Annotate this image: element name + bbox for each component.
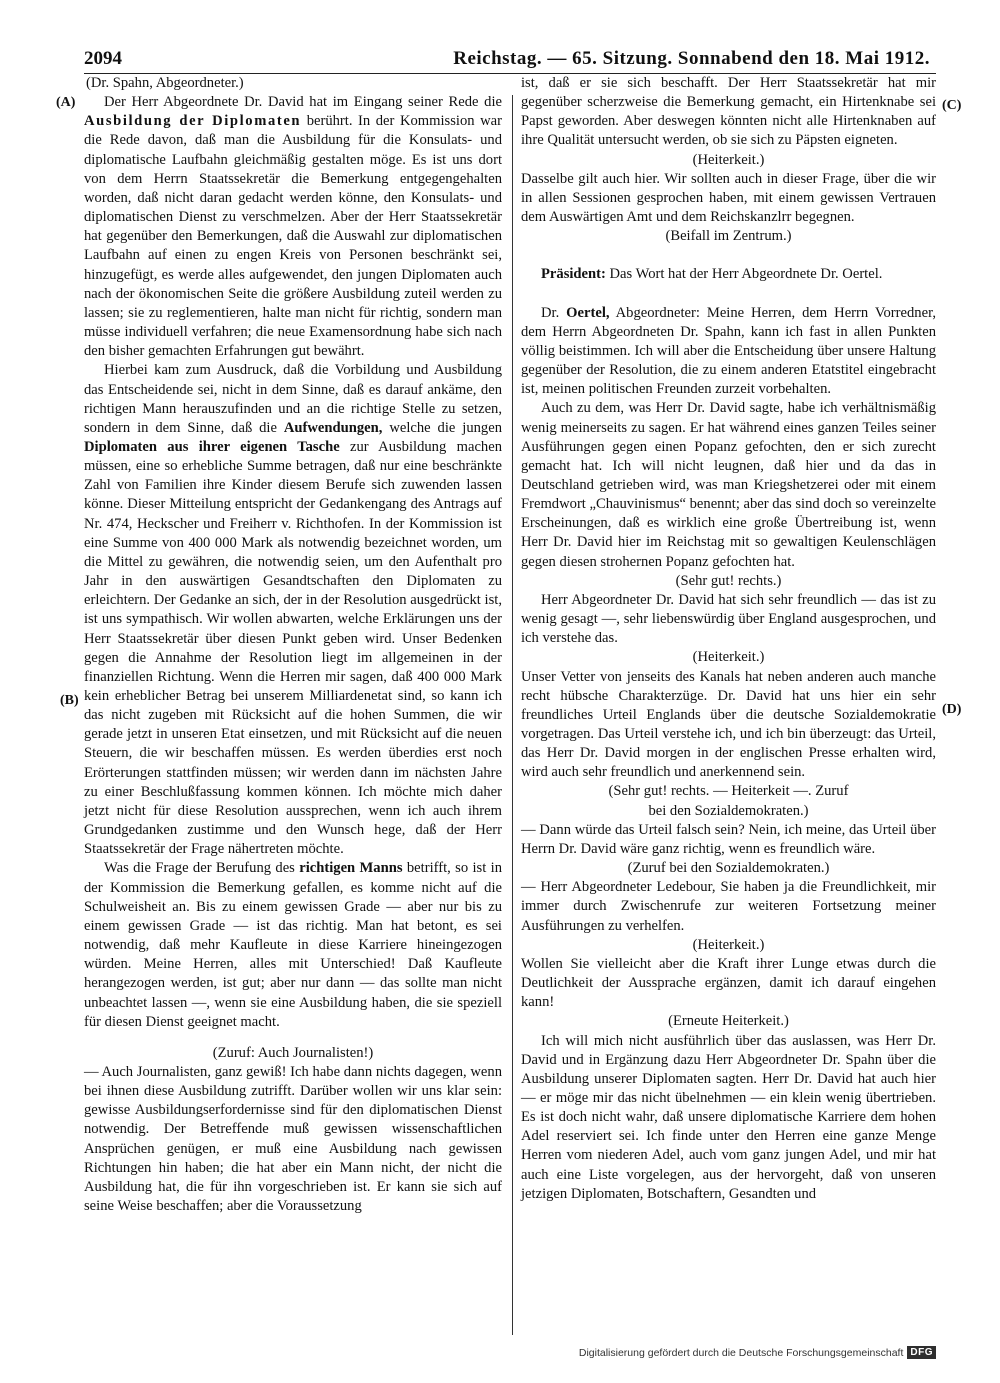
dfg-logo-icon: DFG bbox=[907, 1346, 936, 1359]
paragraph: — Dann würde das Urteil falsch sein? Nein, ich meine, das Urteil über Herrn Dr. David wäre ganz richtig, wenn es freundlich wäre. bbox=[521, 821, 936, 857]
paragraph: — Herr Abgeordneter Ledebour, Sie haben ja die Freundlichkeit, mir immer durch Zwischenrufe zur weiteren Fortsetzung meiner Ausführungen zu verhelfen. bbox=[521, 879, 936, 934]
interjection: (Erneute Heiterkeit.) bbox=[668, 1013, 789, 1030]
emphasis: Aufwendungen, bbox=[283, 419, 383, 436]
speaker-note: (Dr. Spahn, Abgeordneter.) bbox=[86, 75, 244, 91]
paragraph: Wollen Sie vielleicht aber die Kraft ihrer Lunge etwas durch die Deutlichkeit der Aussprache ergänzen, damit ich darauf eingehen kann! bbox=[521, 955, 936, 1011]
paragraph: Was die Frage der Berufung des richtigen Manns betrifft, so ist in der Kommission die Bemerkung gefallen, es komme nicht auf die Schulweisheit an. Bis zu einem gewissen Grade — aber nur bis zu einem gewissen Grade — ist das richtig. Man hat betont, es sei notwendig, daß mehr Kaufleute in diese Karriere hineingezogen würden. Meine Herren, alles mit Unterschied! Daß Kaufleute herangezogen werden, ist gut; aber nur dann — das sollte man nicht unbeachtet lassen —, wenn sie eine Ausbildung haben, die sie speziell für diesen Dienst geeignet macht. bbox=[84, 860, 502, 1030]
paragraph: Auch zu dem, was Herr Dr. David sagte, habe ich verhältnismäßig wenig meinerseits zu sagen. Er hat während eines ganzen Teiles seiner Ausführungen gegen einen Popanz gefochten, den er sich zurecht gemacht hat. Ich will nicht leugnen, daß hier und da das in Deutschland getrieben wird, was man Kriegshetzerei oder mit einem Fremdwort „Chauvinismus“ benennt; aber das sind doch so vereinzelte Erscheinungen, daß es wirklich eine große Übertreibung ist, wenn Herr Dr. David hier im Reichstag mit so gewaltigen Keulenschlägen gegen diesen strohernen Popanz gefochten hat. bbox=[521, 400, 937, 570]
interjection: bei den Sozialdemokraten.) bbox=[648, 802, 809, 819]
margin-mark-d: (D) bbox=[942, 702, 962, 717]
page-number: 2094 bbox=[84, 48, 122, 69]
interjection: (Sehr gut! rechts.) bbox=[675, 572, 782, 589]
paragraph: Hierbei kam zum Ausdruck, daß die Vorbildung und Ausbildung das Entscheidende sei, nicht in dem Sinne, daß es darauf ankäme, den richtigen Mann herauszufinden und an die richtige Stelle zu setzen, sondern in dem Sinne, daß die Aufwendungen, welche die jungen Diplomaten aus ihrer eigenen Tasche zur Ausbildung machen müssen, eine so erhebliche Summe betragen, daß nur eine beschränkte Zahl von Familien ihre Kinder diesem Berufe sich zuwenden lassen könne. Dieser Mitteilung entspricht der Gedankengang des Antrags auf Nr. 474, Heckscher und Freiherr v. Richthofen. In der Kommission ist eine Summe von 400 000 Mark als notwendig bezeichnet worden, um die Mittel zu gewähren, die notwendig seien, um den Aufenthalt pro Jahr in den auswärtigen Gesandtschaften den Diplomaten zu erleichtern. Der Gedanke an sich, der in der Resolution ausgedrückt ist, ist uns sympathisch. Wir wollen abwarten, welche Erklärungen uns der Herr Staatssekretär über diesen Punkt geben wird. Unser Bedenken gegen die Annahme der Resolution liegt im allgemeinen in der finanziellen Richtung. Wenn die Herren mir sagen, daß 400 000 Mark kein erheblicher Betrag bei unserem Milliardenetat sind, so kann ich das nicht zugeben mit Rücksicht auf die hohen Summen, die wir gerade jetzt in unseren Etat einsetzen, und mit Rücksicht auf die neuen Steuern, die wir beschaffen müssen. Es werden überdies erst noch Erörterungen stattfinden müssen; wir werden dann im nächsten Jahre zu einer Beschlußfassung kommen können. Ich möchte mich daher jetzt nicht für diese Resolution aussprechen, wenn ich auch ihrem Grundgedanken zustimme und den Wunsch hege, daß der Herr Staatssekretär der Frage nähertreten möchte. bbox=[84, 362, 502, 858]
paragraph: Herr Abgeordneter Dr. David hat sich sehr freundlich — das ist zu wenig gesagt —, sehr liebenswürdig über England ausgesprochen, und ich verstehe das. bbox=[521, 591, 936, 647]
emphasis: Diplomaten aus ihrer eigenen Tasche bbox=[84, 438, 340, 455]
paragraph: Dasselbe gilt auch hier. Wir sollten auch in dieser Frage, über die wir in allen Sessionen gesprochen haben, mit einem gewissen Vertrauen dem Auswärtigen Amt und dem Reichskanzlrr begegnen. bbox=[521, 170, 936, 226]
emphasis: richtigen Manns bbox=[299, 860, 403, 877]
page-header bbox=[84, 44, 936, 74]
interjection: (Heiterkeit.) bbox=[692, 936, 765, 953]
interjection: (Zuruf bei den Sozialdemokraten.) bbox=[627, 860, 830, 877]
paragraph: Der Herr Abgeordnete Dr. David hat im Eingang seiner Rede die Ausbildung der Diplomaten berührt. In der Kommission war die Rede davon, daß man die Ausbildung für die Konsulats- und diplomatische Laufbahn gleichmäßig gestalten möge. Es ist uns dort von dem Herrn Staatssekretär die Bemerkung entgegengehalten worden, daß nicht daran gedacht werden könne, den Konsulats- und diplomatischen Dienst zu verschmelzen. Aber der Herr Staatssekretär hat gegenüber den Bemerkungen, daß die Auswahl zur diplomatischen Laufbahn auf einen zu engen Kreis von Personen beschränkt sei, hinzugefügt, es werde alles aufgewendet, den jungen Diplomaten auch nach der ökonomischen Seite die größere Ausbildung zuteil werden zu lassen; sie zu reglementieren, halte man nicht für richtig, sondern man müsse individuell verfahren; die neue Examensordnung habe sich nach den bisher gemachten Erfahrungen gut bewährt. bbox=[84, 94, 503, 360]
column-divider bbox=[512, 95, 513, 1335]
margin-mark-a: (A) bbox=[56, 95, 76, 110]
running-title: Reichstag. — 65. Sitzung. Sonnabend den 18. Mai 1912. bbox=[453, 48, 930, 69]
interjection: (Beifall im Zentrum.) bbox=[665, 228, 792, 245]
paragraph: — Auch Journalisten, ganz gewiß! Ich habe dann nichts dagegen, wenn bei ihnen diese Ausbildung zutrifft. Darüber wollen wir uns klar sein: gewisse Ausbildungserfordernisse sind für den diplomatischen Dienst notwendig. Der Betreffende muß gewissen wissenschaftlichen Ansprüchen genügen, er muß eine Ausbildung nach gewissen Richtungen hin haben; die hat aber ein Mann nicht, der nicht die Ausbildung hat, die für ihn vorgeschrieben ist. Er kann sie sich auf seine Weise beschaffen; aber die Voraussetzung bbox=[84, 1063, 502, 1215]
interjection: (Zuruf: Auch Journalisten!) bbox=[212, 1044, 374, 1061]
paragraph: ist, daß er sie sich beschafft. Der Herr Staatssekretär hat mir gegenüber scherzweise die Bemerkung gemacht, ein Hirtenknabe sei Papst geworden. Aber deswegen könnten nicht alle Hirtenknaben auf ihre Qualität untersucht werden, ob sie sich zu Päpsten eigneten. bbox=[521, 75, 936, 149]
speaker-label: Präsident: bbox=[541, 266, 606, 283]
paragraph: Unser Vetter von jenseits des Kanals hat neben anderen auch manche recht hübsche Charakterzüge. Dr. David hat uns hier ein sehr freundliches Urteil Englands über die deutsche Sozialdemokratie vorgetragen. Das Urteil verstehe ich, und ich bin überzeugt: das Urteil, das Herr Dr. David morgen in der englischen Presse erhalten wird, wird auch sehr freundlich und anerkennend sein. bbox=[521, 668, 936, 781]
speaker-name: Oertel, bbox=[566, 304, 610, 321]
margin-mark-b: (B) bbox=[60, 693, 79, 708]
interjection: (Heiterkeit.) bbox=[692, 151, 765, 168]
paragraph: Ich will mich nicht ausführlich über das auslassen, was Herr Dr. David und in Ergänzung dazu Herr Abgeordneter Dr. Spahn über die Ausbildung unserer Diplomaten sagten. Herr Dr. David hat auch hier — er möge mir das nicht übelnehmen — ein klein wenig übertrieben. Es ist doch nicht wahr, daß unsere diplomatische Karriere dem hohen Adel reserviert sei. Ich finde unter den Herren eine ganze Menge Herren vom niederen Adel, auch vom ganz jungen Adel, und mir hat auch eine Liste vorgelegen, aus der hervorgeht, daß von unseren jetzigen Diplomaten, Botschaftern, Gesandten und bbox=[521, 1032, 936, 1202]
footer-text: Digitalisierung gefördert durch die Deutsche Forschungsgemeinschaft bbox=[578, 1346, 904, 1359]
interjection: (Heiterkeit.) bbox=[692, 649, 765, 666]
left-column bbox=[84, 74, 502, 1216]
right-column bbox=[521, 74, 936, 1204]
emphasis: Ausbildung der Diplomaten bbox=[84, 113, 302, 130]
margin-mark-c: (C) bbox=[942, 98, 962, 113]
interjection: (Sehr gut! rechts. — Heiterkeit —. Zuruf bbox=[608, 783, 849, 800]
president-statement: Präsident: Das Wort hat der Herr Abgeordnete Dr. Oertel. bbox=[541, 266, 883, 283]
oertel-speech: Dr. Oertel, Abgeordneter: Meine Herren, dem Herrn Vorredner, dem Herrn Abgeordneten Dr. Spahn, kann ich fast in allen Punkten völlig beistimmen. Ich will aber die Entscheidung über unsere Haltung gegenüber der Resolution, die zu einem anderen Etatstitel eingebracht ist, meinen politischen Freunden zurzeit vorbehalten. bbox=[521, 304, 937, 398]
footer-credit bbox=[579, 1346, 936, 1359]
